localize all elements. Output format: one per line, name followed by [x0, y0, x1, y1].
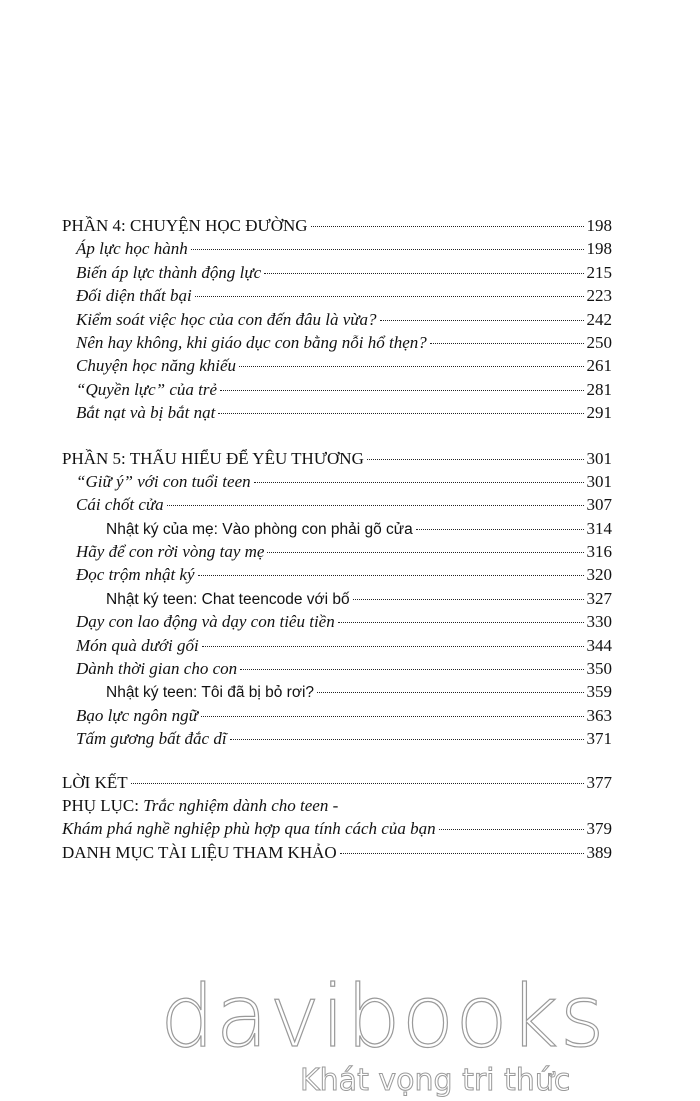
toc-label: Món quà dưới gối — [76, 635, 199, 655]
toc-label: Áp lực học hành — [76, 239, 188, 259]
dot-leader — [254, 482, 584, 483]
toc-chapter — [62, 331, 612, 354]
toc-page: 261 — [586, 356, 612, 376]
dot-leader — [367, 459, 584, 460]
toc-part-5 — [62, 447, 612, 470]
toc-epilogue — [62, 771, 612, 794]
toc-label: Dành thời gian cho con — [76, 659, 238, 679]
dot-leader — [220, 390, 584, 391]
dot-leader — [430, 343, 584, 344]
toc-page: 198 — [586, 239, 612, 259]
table-of-contents — [62, 214, 612, 864]
watermark-tagline: Khát vọng tri thức — [300, 1063, 571, 1098]
toc-page: 350 — [586, 659, 612, 679]
toc-chapter — [62, 401, 612, 424]
dot-leader — [338, 622, 584, 623]
toc-chapter — [62, 378, 612, 401]
toc-label: LỜI KẾT — [62, 772, 128, 792]
toc-chapter — [62, 727, 612, 750]
toc-subentry — [62, 517, 612, 540]
toc-label: Khám phá nghề nghiệp phù hợp qua tính cách của bạn — [62, 819, 436, 839]
toc-label: Bắt nạt và bị bắt nạt — [76, 403, 216, 423]
dot-leader — [416, 529, 584, 530]
toc-page: 242 — [586, 309, 612, 329]
dot-leader — [317, 692, 583, 693]
toc-page: 250 — [586, 332, 612, 352]
toc-page: 301 — [586, 471, 612, 491]
toc-part-4-items — [62, 237, 612, 424]
toc-page: 281 — [586, 379, 612, 399]
toc-label: Đối diện thất bại — [76, 286, 192, 306]
toc-page: 359 — [586, 682, 612, 702]
dot-leader — [202, 646, 584, 647]
toc-chapter — [62, 354, 612, 377]
toc-label: PHẦN 4: CHUYỆN HỌC ĐƯỜNG — [62, 216, 308, 235]
toc-appendix-line-2 — [62, 817, 612, 840]
toc-label: PHẦN 5: THẤU HIỂU ĐỂ YÊU THƯƠNG — [62, 448, 364, 468]
toc-label: Biến áp lực thành động lực — [76, 262, 262, 282]
toc-label: Bạo lực ngôn ngữ — [76, 705, 198, 725]
toc-page: 344 — [586, 635, 612, 655]
dot-leader — [267, 552, 583, 553]
toc-chapter — [62, 237, 612, 260]
toc-page: 316 — [586, 542, 612, 562]
dot-leader — [167, 505, 584, 506]
toc-page: 371 — [586, 729, 612, 749]
dot-leader — [340, 853, 584, 854]
dot-leader — [131, 783, 584, 784]
toc-page: 389 — [586, 842, 612, 862]
toc-page: 377 — [586, 772, 612, 792]
dot-leader — [311, 226, 584, 227]
toc-page: 215 — [586, 262, 612, 282]
toc-label: Nên hay không, khi giáo dục con bằng nỗi hổ thẹn? — [76, 332, 427, 352]
toc-chapter — [62, 634, 612, 657]
toc-label: Chuyện học năng khiếu — [76, 356, 237, 376]
toc-page: 327 — [586, 588, 612, 608]
toc-appendix-line-1 — [62, 794, 612, 817]
toc-page: 307 — [586, 495, 612, 515]
dot-leader — [264, 273, 583, 274]
toc-page: 330 — [586, 612, 612, 632]
toc-chapter — [62, 284, 612, 307]
toc-label: Nhật ký của mẹ: Vào phòng con phải gõ cửa — [106, 520, 413, 538]
toc-label: Nhật ký teen: Chat teencode với bố — [106, 590, 350, 608]
toc-part-5-items — [62, 470, 612, 751]
dot-leader — [201, 716, 584, 717]
toc-page: 291 — [586, 403, 612, 423]
toc-chapter — [62, 563, 612, 586]
spacer — [62, 751, 612, 771]
dot-leader — [198, 575, 584, 576]
toc-references — [62, 841, 612, 864]
spacer — [62, 425, 612, 447]
toc-chapter — [62, 540, 612, 563]
toc-appendix-prefix: PHỤ LỤC: — [62, 795, 144, 815]
toc-chapter — [62, 610, 612, 633]
dot-leader — [439, 829, 584, 830]
toc-page: 379 — [586, 819, 612, 839]
toc-chapter — [62, 704, 612, 727]
toc-label: “Quyền lực” của trẻ — [76, 379, 217, 399]
toc-page: 301 — [586, 448, 612, 468]
toc-chapter — [62, 657, 612, 680]
toc-page: 223 — [586, 286, 612, 306]
toc-label: Tấm gương bất đắc dĩ — [76, 729, 227, 749]
toc-subentry — [62, 587, 612, 610]
toc-label: DANH MỤC TÀI LIỆU THAM KHẢO — [62, 842, 337, 862]
dot-leader — [380, 320, 584, 321]
toc-chapter — [62, 308, 612, 331]
dot-leader — [230, 739, 584, 740]
toc-label: Kiểm soát việc học của con đến đâu là vừa? — [76, 309, 377, 329]
toc-page: 198 — [586, 216, 612, 235]
dot-leader — [191, 249, 584, 250]
toc-page: 363 — [586, 705, 612, 725]
dot-leader — [239, 366, 583, 367]
toc-label: Cái chốt cửa — [76, 495, 164, 515]
toc-page: 314 — [586, 518, 612, 538]
toc-subentry — [62, 680, 612, 703]
dot-leader — [218, 413, 583, 414]
toc-label: Nhật ký teen: Tôi đã bị bỏ rơi? — [106, 684, 315, 702]
toc-label: Dạy con lao động và dạy con tiêu tiền — [76, 612, 335, 632]
toc-part-4 — [62, 214, 612, 237]
dot-leader — [195, 296, 584, 297]
toc-chapter — [62, 470, 612, 493]
toc-label: Đọc trộm nhật ký — [76, 565, 195, 585]
toc-label: “Giữ ý” với con tuổi teen — [76, 471, 251, 491]
toc-label: Hãy để con rời vòng tay mẹ — [76, 542, 265, 562]
toc-appendix-title: Trắc nghiệm dành cho teen - — [143, 795, 339, 815]
toc-page: 320 — [586, 565, 612, 585]
dot-leader — [240, 669, 583, 670]
toc-chapter — [62, 493, 612, 516]
dot-leader — [353, 599, 584, 600]
watermark-logo: davibooks — [160, 967, 606, 1067]
toc-chapter — [62, 261, 612, 284]
